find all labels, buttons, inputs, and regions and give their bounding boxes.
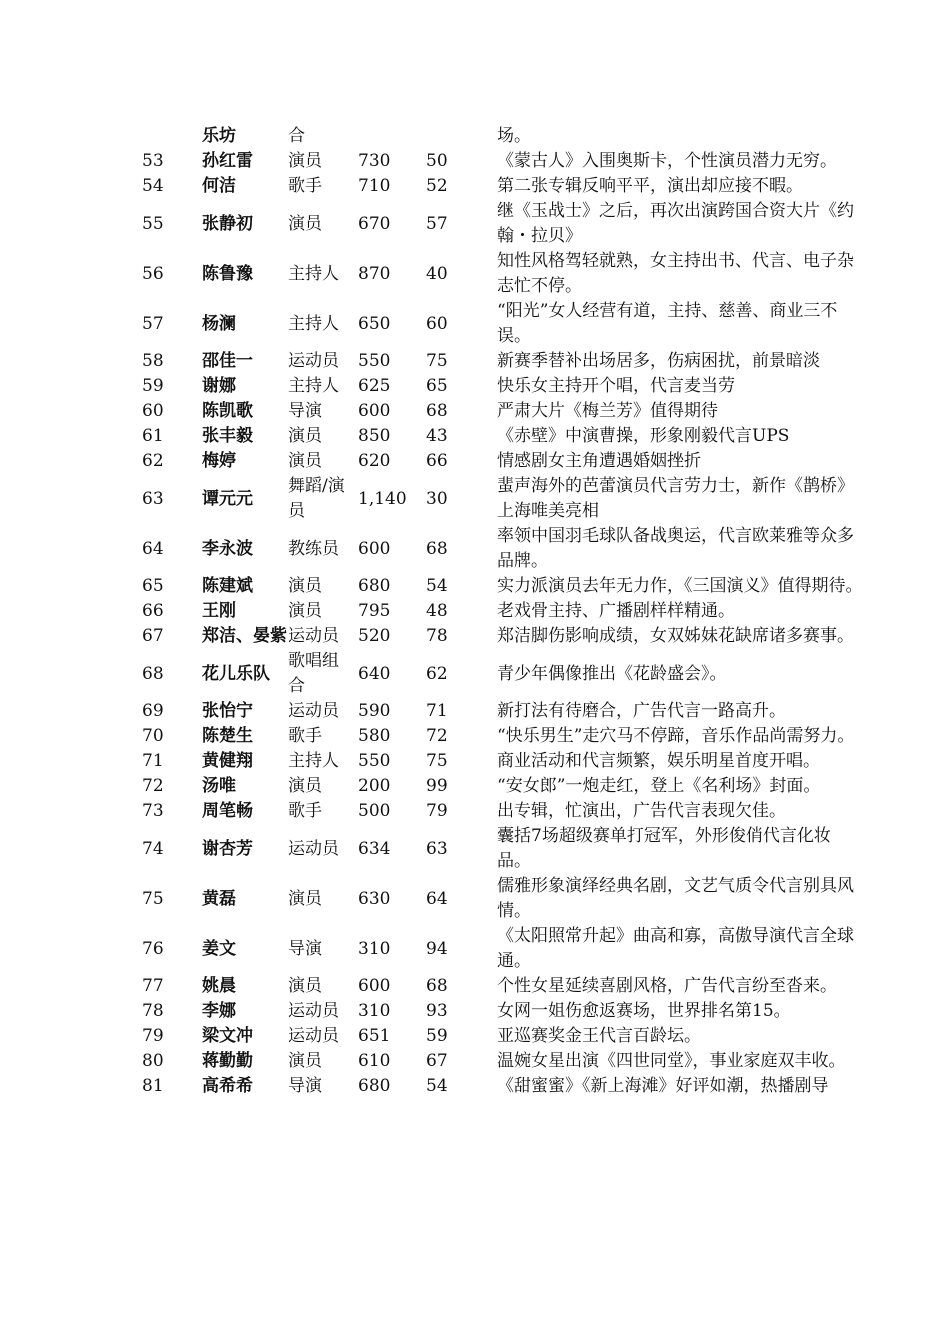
rank-cell: 53	[142, 151, 164, 171]
income-cell: 650	[358, 313, 391, 334]
rank-cell: 78	[142, 1001, 164, 1021]
income-cell: 610	[358, 1051, 391, 1071]
rank-cell: 68	[142, 663, 164, 684]
name-cell: 杨澜	[202, 313, 236, 334]
table-row	[128, 524, 863, 574]
popularity-cell: 50	[426, 151, 448, 171]
table-row	[128, 399, 863, 424]
name-cell: 孙红雷	[202, 151, 253, 171]
name-cell: 张丰毅	[202, 426, 253, 446]
popularity-cell: 68	[426, 976, 448, 996]
occupation-cell: 运动员	[288, 626, 339, 646]
celebrity-ranking-table	[128, 124, 863, 1099]
occupation-cell: 歌手	[288, 801, 322, 821]
table-row	[128, 174, 863, 199]
table-row	[128, 374, 863, 399]
occupation-cell: 主持人	[288, 313, 339, 334]
table-row	[128, 449, 863, 474]
description-cell: 继《玉战士》之后，再次出演跨国合资大片《约翰・拉贝》	[497, 201, 854, 246]
rank-cell: 59	[142, 376, 164, 396]
popularity-cell: 30	[426, 488, 448, 509]
name-cell: 周笔畅	[202, 801, 253, 821]
popularity-cell: 67	[426, 1051, 448, 1071]
table-row	[128, 199, 863, 249]
rank-cell	[128, 124, 202, 149]
rank-cell: 66	[142, 601, 164, 621]
occupation-cell: 运动员	[288, 838, 339, 859]
income-cell: 200	[358, 776, 391, 796]
popularity-cell: 78	[426, 626, 448, 646]
name-cell: 谢娜	[202, 376, 236, 396]
description-cell: 新赛季替补出场居多，伤病困扰，前景暗淡	[497, 351, 820, 371]
occupation-cell: 演员	[288, 976, 322, 996]
income-cell: 651	[358, 1026, 391, 1046]
table-row	[128, 799, 863, 824]
occupation-cell: 歌手	[288, 726, 322, 746]
income-cell: 680	[358, 576, 391, 596]
table-row	[128, 249, 863, 299]
popularity-cell	[426, 124, 497, 149]
description-cell: “阳光”女人经营有道，主持、慈善、商业三不误。	[497, 301, 838, 346]
occupation-cell: 演员	[288, 776, 322, 796]
table-row	[128, 349, 863, 374]
description-cell: 《蒙古人》入围奥斯卡，个性演员潜力无穷。	[497, 151, 837, 171]
popularity-cell: 66	[426, 451, 448, 471]
income-cell: 680	[358, 1076, 391, 1096]
rank-cell: 77	[142, 976, 164, 996]
occupation-cell: 演员	[288, 213, 322, 234]
rank-cell: 65	[142, 576, 164, 596]
name-cell: 何洁	[202, 176, 236, 196]
popularity-cell: 64	[426, 888, 448, 909]
description-cell: 情感剧女主角遭遇婚姻挫折	[497, 451, 701, 471]
popularity-cell: 71	[426, 701, 448, 721]
income-cell: 625	[358, 376, 391, 396]
description-cell: 商业活动和代言频繁，娱乐明星首度开唱。	[497, 751, 820, 771]
description-cell: 郑洁脚伤影响成绩，女双姊妹花缺席诸多赛事。	[497, 626, 854, 646]
description-cell: 出专辑，忙演出，广告代言表现欠佳。	[497, 801, 786, 821]
rank-cell: 76	[142, 938, 164, 959]
occupation-cell: 主持人	[288, 263, 339, 284]
occupation-cell: 主持人	[288, 376, 339, 396]
popularity-cell: 75	[426, 751, 448, 771]
table-row	[128, 624, 863, 649]
table-row	[128, 824, 863, 874]
rank-cell: 61	[142, 426, 164, 446]
description-cell: 囊括7场超级赛单打冠军，外形俊俏代言化妆品。	[497, 826, 831, 871]
occupation-cell: 导演	[288, 1076, 322, 1096]
description-cell: 《赤壁》中演曹操，形象刚毅代言UPS	[497, 426, 790, 446]
rank-cell: 73	[142, 801, 164, 821]
popularity-cell: 72	[426, 726, 448, 746]
name-cell: 乐坊	[202, 126, 236, 146]
table-row	[128, 749, 863, 774]
table-row	[128, 874, 863, 924]
rank-cell: 74	[142, 838, 164, 859]
popularity-cell: 99	[426, 776, 448, 796]
occupation-cell: 运动员	[288, 1026, 339, 1046]
popularity-cell: 62	[426, 663, 448, 684]
income-cell: 310	[358, 938, 391, 959]
occupation-cell: 主持人	[288, 751, 339, 771]
table-row	[128, 124, 863, 149]
popularity-cell: 93	[426, 1001, 448, 1021]
description-cell: 知性风格驾轻就熟，女主持出书、代言、电子杂志忙不停。	[497, 251, 854, 296]
rank-cell: 60	[142, 401, 164, 421]
popularity-cell: 59	[426, 1026, 448, 1046]
rank-cell: 75	[142, 888, 164, 909]
name-cell: 高希希	[202, 1076, 253, 1096]
name-cell: 陈凯歌	[202, 401, 253, 421]
name-cell: 王刚	[202, 601, 236, 621]
popularity-cell: 54	[426, 1076, 448, 1096]
description-cell: 新打法有待磨合，广告代言一路高升。	[497, 701, 786, 721]
name-cell: 姚晨	[202, 976, 236, 996]
name-cell: 谭元元	[202, 488, 253, 509]
description-cell: 亚巡赛奖金王代言百龄坛。	[497, 1026, 701, 1046]
name-cell: 陈楚生	[202, 726, 253, 746]
description-cell: 率领中国羽毛球队备战奥运，代言欧莱雅等众多品牌。	[497, 526, 854, 571]
occupation-cell: 舞蹈/演员	[288, 476, 345, 521]
table-row	[128, 699, 863, 724]
popularity-cell: 40	[426, 263, 448, 284]
rank-cell: 64	[142, 538, 164, 559]
occupation-cell: 教练员	[288, 538, 339, 559]
occupation-cell: 运动员	[288, 1001, 339, 1021]
description-cell: 个性女星延续喜剧风格，广告代言纷至沓来。	[497, 976, 837, 996]
description-cell: 温婉女星出演《四世同堂》，事业家庭双丰收。	[497, 1051, 846, 1071]
name-cell: 汤唯	[202, 776, 236, 796]
table-row	[128, 424, 863, 449]
popularity-cell: 54	[426, 576, 448, 596]
popularity-cell: 48	[426, 601, 448, 621]
rank-cell: 72	[142, 776, 164, 796]
description-cell: 儒雅形象演绎经典名剧，文艺气质令代言别具风情。	[497, 876, 854, 921]
table-row	[128, 649, 863, 699]
table-row	[128, 474, 863, 524]
popularity-cell: 43	[426, 426, 448, 446]
popularity-cell: 68	[426, 401, 448, 421]
description-cell: 严肃大片《梅兰芳》值得期待	[497, 401, 718, 421]
income-cell: 600	[358, 976, 391, 996]
name-cell: 邵佳一	[202, 351, 253, 371]
popularity-cell: 57	[426, 213, 448, 234]
income-cell: 600	[358, 401, 391, 421]
income-cell: 590	[358, 701, 391, 721]
income-cell: 620	[358, 451, 391, 471]
income-cell: 670	[358, 213, 391, 234]
name-cell: 李永波	[202, 538, 253, 559]
income-cell: 710	[358, 176, 391, 196]
occupation-cell: 演员	[288, 151, 322, 171]
name-cell: 花儿乐队	[202, 663, 270, 684]
description-cell: “快乐男生”走穴马不停蹄，音乐作品尚需努力。	[497, 726, 855, 746]
description-cell: 蜚声海外的芭蕾演员代言劳力士，新作《鹊桥》上海唯美亮相	[497, 476, 854, 521]
income-cell: 520	[358, 626, 391, 646]
income-cell: 640	[358, 663, 391, 684]
popularity-cell: 52	[426, 176, 448, 196]
table-row	[128, 1024, 863, 1049]
rank-cell: 67	[142, 626, 164, 646]
popularity-cell: 60	[426, 313, 448, 334]
name-cell: 黄健翔	[202, 751, 253, 771]
occupation-cell: 运动员	[288, 351, 339, 371]
income-cell: 1,140	[358, 488, 407, 509]
name-cell: 黄磊	[202, 888, 236, 909]
name-cell: 张静初	[202, 213, 253, 234]
occupation-cell: 演员	[288, 1051, 322, 1071]
rank-cell: 63	[142, 488, 164, 509]
table-row	[128, 724, 863, 749]
occupation-cell: 演员	[288, 601, 322, 621]
rank-cell: 71	[142, 751, 164, 771]
popularity-cell: 63	[426, 838, 448, 859]
occupation-cell: 运动员	[288, 701, 339, 721]
income-cell: 730	[358, 151, 391, 171]
rank-cell: 80	[142, 1051, 164, 1071]
description-cell: 青少年偶像推出《花龄盛会》。	[497, 663, 727, 684]
description-cell: “安女郎”一炮走红，登上《名利场》封面。	[497, 776, 821, 796]
table-row	[128, 974, 863, 999]
income-cell: 870	[358, 263, 391, 284]
income-cell: 580	[358, 726, 391, 746]
table-row	[128, 599, 863, 624]
name-cell: 梅婷	[202, 451, 236, 471]
name-cell: 梁文冲	[202, 1026, 253, 1046]
income-cell: 850	[358, 426, 391, 446]
description-cell: 实力派演员去年无力作，《三国演义》值得期待。	[497, 576, 863, 596]
name-cell: 张怡宁	[202, 701, 253, 721]
description-cell: 女网一姐伤愈返赛场，世界排名第15。	[497, 1001, 791, 1021]
occupation-cell: 演员	[288, 426, 322, 446]
occupation-cell: 导演	[288, 401, 322, 421]
description-cell: 快乐女主持开个唱，代言麦当劳	[497, 376, 735, 396]
table-row	[128, 1049, 863, 1074]
rank-cell: 69	[142, 701, 164, 721]
rank-cell: 54	[142, 176, 164, 196]
popularity-cell: 94	[426, 938, 448, 959]
table-body	[128, 124, 863, 1099]
popularity-cell: 75	[426, 351, 448, 371]
income-cell: 550	[358, 751, 391, 771]
occupation-cell: 导演	[288, 938, 322, 959]
rank-cell: 70	[142, 726, 164, 746]
occupation-cell: 歌唱组合	[288, 651, 339, 696]
description-cell: 场。	[497, 126, 531, 146]
name-cell: 陈建斌	[202, 576, 253, 596]
income-cell: 795	[358, 601, 391, 621]
table-row	[128, 924, 863, 974]
rank-cell: 56	[142, 263, 164, 284]
income-cell: 600	[358, 538, 391, 559]
popularity-cell: 79	[426, 801, 448, 821]
occupation-cell: 合	[288, 126, 305, 146]
income-cell: 310	[358, 1001, 391, 1021]
table-row	[128, 574, 863, 599]
rank-cell: 58	[142, 351, 164, 371]
income-cell: 500	[358, 801, 391, 821]
rank-cell: 81	[142, 1076, 164, 1096]
table-row	[128, 1074, 863, 1099]
income-cell: 634	[358, 838, 391, 859]
description-cell: 老戏骨主持、广播剧样样精通。	[497, 601, 735, 621]
table-row	[128, 149, 863, 174]
occupation-cell: 演员	[288, 451, 322, 471]
popularity-cell: 65	[426, 376, 448, 396]
table-row	[128, 999, 863, 1024]
description-cell: 第二张专辑反响平平，演出却应接不暇。	[497, 176, 803, 196]
description-cell: 《太阳照常升起》曲高和寡，高傲导演代言全球通。	[497, 926, 854, 971]
popularity-cell: 68	[426, 538, 448, 559]
rank-cell: 62	[142, 451, 164, 471]
table-row	[128, 299, 863, 349]
description-cell: 《甜蜜蜜》《新上海滩》好评如潮，热播剧导	[497, 1076, 829, 1096]
name-cell: 谢杏芳	[202, 838, 253, 859]
rank-cell: 57	[142, 313, 164, 334]
name-cell: 蒋勤勤	[202, 1051, 253, 1071]
income-cell	[358, 124, 426, 149]
income-cell: 630	[358, 888, 391, 909]
name-cell: 郑洁、晏紫	[202, 626, 287, 646]
occupation-cell: 演员	[288, 576, 322, 596]
rank-cell: 55	[142, 213, 164, 234]
occupation-cell: 歌手	[288, 176, 322, 196]
name-cell: 姜文	[202, 938, 236, 959]
name-cell: 李娜	[202, 1001, 236, 1021]
income-cell: 550	[358, 351, 391, 371]
rank-cell: 79	[142, 1026, 164, 1046]
table-row	[128, 774, 863, 799]
occupation-cell: 演员	[288, 888, 322, 909]
name-cell: 陈鲁豫	[202, 263, 253, 284]
